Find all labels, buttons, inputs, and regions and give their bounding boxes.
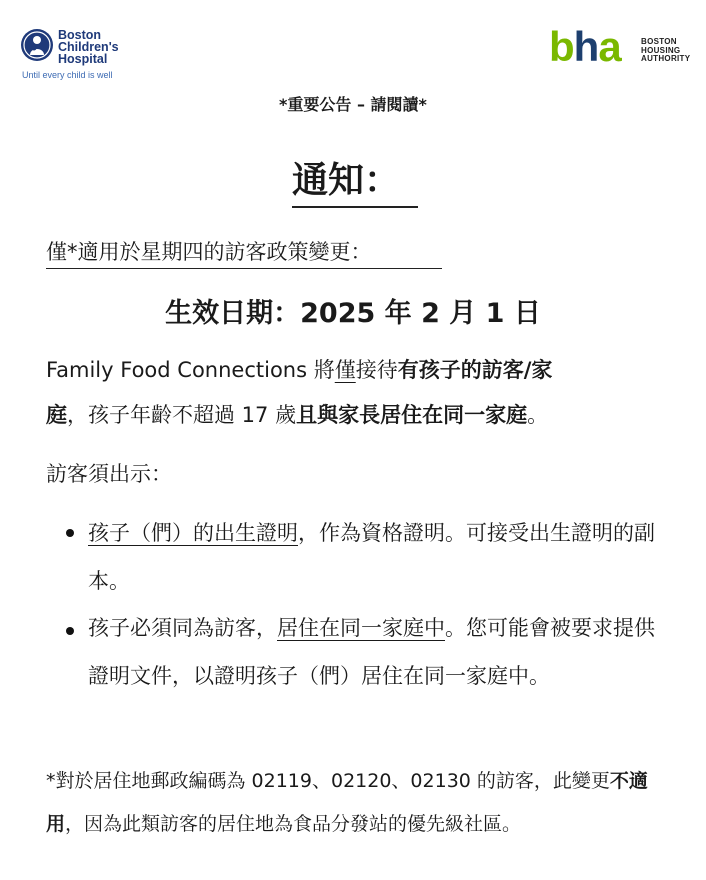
subheading-underline <box>46 268 442 269</box>
important-notice: *重要公告 – 請閱讀* <box>279 95 427 114</box>
footnote-text-2: ，因為此類訪客的居住地為食品分發站的優先級社區。 <box>65 813 522 835</box>
bch-seal-icon <box>20 28 54 62</box>
bch-tagline: Until every child is well <box>22 70 113 80</box>
bullet-item-2 <box>88 604 668 700</box>
footnote <box>46 760 670 846</box>
footnote-text-1: *對於居住地郵政編碼為 02119、02120、02130 的訪客，此變更 <box>46 770 610 792</box>
bullet-dot-1 <box>66 529 74 537</box>
bha-logo <box>549 28 699 68</box>
intro-bold-3: 且與家長居住在同一家庭 <box>296 403 528 427</box>
effective-date: 生效日期：2025 年 2 月 1 日 <box>165 298 541 329</box>
title-underline <box>292 206 418 208</box>
intro-text-4: 。 <box>527 403 549 427</box>
bullet-2-pre: 孩子必須同為訪客， <box>88 616 277 640</box>
intro-paragraph <box>46 348 666 438</box>
footnote-bold: 不適用 <box>46 770 648 835</box>
bullet-1-underlined: 孩子（們）的出生證明 <box>88 521 298 545</box>
intro-text-2: 接待 <box>355 358 398 382</box>
bha-mark-text: bha <box>549 28 621 66</box>
bullet-item-1 <box>88 509 668 605</box>
intro-text-3: ，孩子年齡不超過 17 歲 <box>67 403 297 427</box>
page-title: 通知： <box>292 160 401 201</box>
bch-name: Boston Children's Hospital <box>58 28 119 66</box>
bullet-2-underlined: 居住在同一家庭中 <box>277 616 445 640</box>
bullet-2-text: 。您可能會被要求提供證明文件，以證明孩子（們）居住在同一家庭中。 <box>88 616 655 688</box>
bch-logo <box>20 26 150 86</box>
bha-name: BOSTON HOUSING AUTHORITY <box>641 37 691 63</box>
bullet-1-text: ，作為資格證明。可接受出生證明的副本。 <box>88 521 655 593</box>
intro-only: 僅 <box>334 358 356 382</box>
policy-subheading: 僅*適用於星期四的訪客政策變更： <box>46 240 372 264</box>
intro-bold-2: 庭 <box>46 403 67 427</box>
bullet-dot-2 <box>66 627 74 635</box>
intro-text-1: Family Food Connections 將 <box>46 358 335 382</box>
requirements-heading: 訪客須出示： <box>46 462 172 486</box>
intro-bold-1: 有孩子的訪客/家 <box>397 358 553 382</box>
bha-logo-mark <box>549 28 635 66</box>
